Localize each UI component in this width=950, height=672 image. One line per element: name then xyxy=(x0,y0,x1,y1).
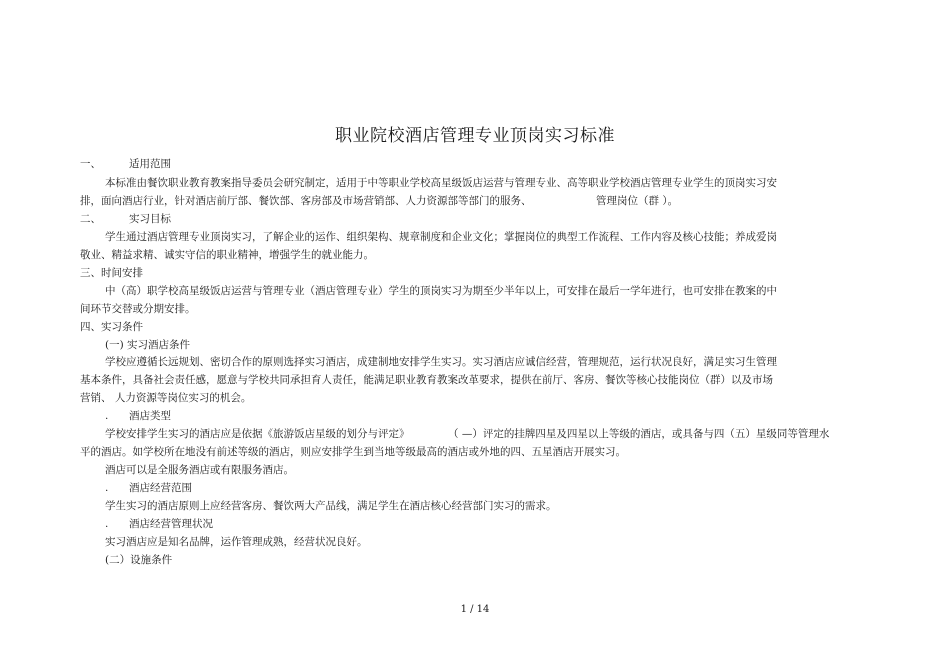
section-1-paragraph-line-2: 排，面向酒店行业，针对酒店前厅部、餐饮部、客房部及市场营销部、人力资源部等部门的服务、 xyxy=(80,195,532,207)
bullet-management-status: . xyxy=(105,518,109,530)
page-number: 1 / 14 xyxy=(460,604,490,615)
bullet-business-scope: . xyxy=(105,482,109,494)
section-1-heading: 适用范围 xyxy=(129,158,171,170)
section-4-paragraph-1-line-2: 基本条件，具备社会责任感，愿意与学校共同承担育人责任，能满足职业教育教案改革要求，提供在前厅、客房、餐饮等核心技能岗位（群）以及市场 xyxy=(80,374,773,386)
hotel-type-paragraph-line-2: 平的酒店。如学校所在地没有前述等级的酒店，则应安排学生到当地等级最高的酒店或外地的四、五星酒店开展实习。 xyxy=(80,446,626,458)
section-4-heading: 四、实习条件 xyxy=(80,321,143,333)
hotel-type-paragraph-line-1-start: 学校安排学生实习的酒店应是依据《旅游饭店星级的划分与评定》 xyxy=(105,428,410,440)
section-2-paragraph-line-1: 学生通过酒店管理专业顶岗实习，了解企业的运作、组织架构、规章制度和企业文化；掌握岗位的典型工作流程、工作内容及核心技能；养成爱岗 xyxy=(105,231,777,243)
hotel-type-heading: 酒店类型 xyxy=(129,410,171,422)
document-title: 职业院校酒店管理专业顶岗实习标准 xyxy=(335,126,615,146)
hotel-type-paragraph-line-1-end: （ —）评定的挂牌四星及四星以上等级的酒店，或具备与四（五）星级同等管理水 xyxy=(448,428,830,440)
section-1-number: 一、 xyxy=(80,158,101,170)
section-1-paragraph-line-2-end: 管理岗位（群 ）。 xyxy=(596,195,679,207)
business-scope-paragraph: 学生实习的酒店原则上应经营客房、餐饮两大产品线，满足学生在酒店核心经营部门实习的需求。 xyxy=(105,500,557,512)
section-4-subheading-1: (一) 实习酒店条件 xyxy=(105,339,191,351)
management-status-heading: 酒店经营管理状况 xyxy=(129,518,213,530)
section-4-paragraph-1-line-1: 学校应遵循长远规划、密切合作的原则选择实习酒店，成建制地安排学生实习。实习酒店应诚信经营，管理规范，运行状况良好，满足实习生管理 xyxy=(105,356,777,368)
hotel-service-paragraph: 酒店可以是全服务酒店或有限服务酒店。 xyxy=(105,464,294,476)
section-3-paragraph-line-2: 间环节交替或分期安排。 xyxy=(80,303,196,315)
bullet-hotel-type: . xyxy=(105,410,109,422)
management-status-paragraph: 实习酒店应是知名品牌，运作管理成熟，经营状况良好。 xyxy=(105,536,368,548)
section-4-paragraph-1-line-3: 营销、 人力资源等岗位实习的机会。 xyxy=(80,392,252,404)
section-2-heading: 实习目标 xyxy=(129,213,171,225)
business-scope-heading: 酒店经营范围 xyxy=(129,482,192,494)
section-4-subheading-2: (二）设施条件 xyxy=(105,554,173,566)
section-3-heading: 三、时间安排 xyxy=(80,267,143,279)
section-2-number: 二、 xyxy=(80,213,101,225)
section-3-paragraph-line-1: 中（高）职学校高星级饭店运营与管理专业（酒店管理专业）学生的顶岗实习为期至少半年以上，可安排在最后一学年进行，也可安排在教案的中 xyxy=(105,285,777,297)
section-1-paragraph-line-1: 本标准由餐饮职业教育教案指导委员会研究制定，适用于中等职业学校高星级饭店运营与管理专业、高等职业学校酒店管理专业学生的顶岗实习安 xyxy=(105,177,777,189)
section-2-paragraph-line-2: 敬业、精益求精、诚实守信的职业精神，增强学生的就业能力。 xyxy=(80,249,374,261)
